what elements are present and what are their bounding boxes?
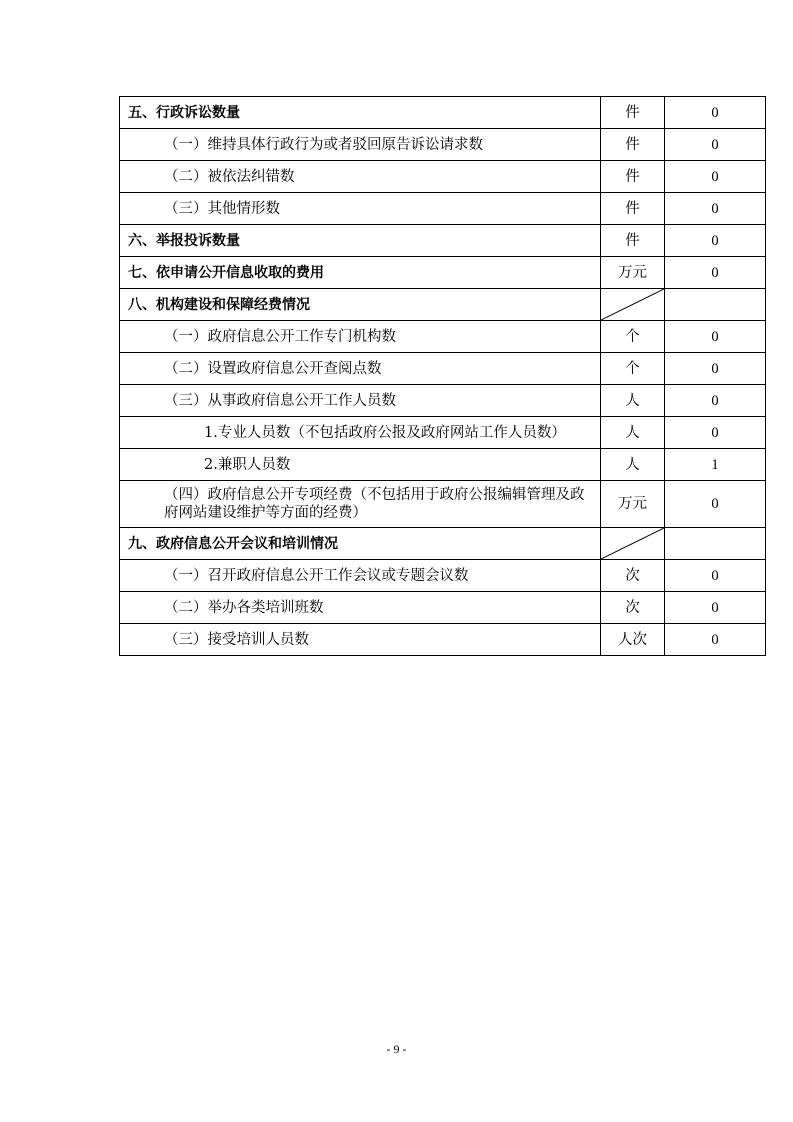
table-row bbox=[120, 97, 766, 129]
row-value: 0 bbox=[665, 129, 766, 161]
row-label: （二）被依法纠错数 bbox=[120, 161, 601, 193]
table-row bbox=[120, 257, 766, 289]
row-label: 1.专业人员数（不包括政府公报及政府网站工作人员数） bbox=[120, 417, 601, 449]
row-label: 九、政府信息公开会议和培训情况 bbox=[120, 528, 601, 560]
row-value bbox=[665, 528, 766, 560]
diagonal-line bbox=[601, 289, 664, 320]
row-value: 0 bbox=[665, 257, 766, 289]
row-label: 六、举报投诉数量 bbox=[120, 225, 601, 257]
row-value: 0 bbox=[665, 481, 766, 528]
row-label: 2.兼职人员数 bbox=[120, 449, 601, 481]
row-value: 0 bbox=[665, 624, 766, 656]
row-value: 0 bbox=[665, 385, 766, 417]
row-unit: 件 bbox=[601, 97, 665, 129]
row-unit: 件 bbox=[601, 129, 665, 161]
row-label: （三）接受培训人员数 bbox=[120, 624, 601, 656]
statistics-table bbox=[119, 96, 766, 656]
row-label: （二）举办各类培训班数 bbox=[120, 592, 601, 624]
row-label: （一）维持具体行政行为或者驳回原告诉讼请求数 bbox=[120, 129, 601, 161]
table-row bbox=[120, 353, 766, 385]
row-unit: 人 bbox=[601, 449, 665, 481]
row-value: 0 bbox=[665, 353, 766, 385]
diagonal-slash-cell bbox=[601, 289, 665, 321]
row-value: 0 bbox=[665, 161, 766, 193]
row-unit: 人 bbox=[601, 385, 665, 417]
table-row bbox=[120, 592, 766, 624]
row-unit: 次 bbox=[601, 560, 665, 592]
row-label: （四）政府信息公开专项经费（不包括用于政府公报编辑管理及政府网站建设维护等方面的经费） bbox=[120, 481, 601, 528]
row-unit: 人次 bbox=[601, 624, 665, 656]
table-row bbox=[120, 161, 766, 193]
table-row bbox=[120, 129, 766, 161]
row-label: （二）设置政府信息公开查阅点数 bbox=[120, 353, 601, 385]
row-label: 七、依申请公开信息收取的费用 bbox=[120, 257, 601, 289]
table-row bbox=[120, 417, 766, 449]
table-row bbox=[120, 528, 766, 560]
row-value: 0 bbox=[665, 321, 766, 353]
row-value: 0 bbox=[665, 225, 766, 257]
row-label: （一）召开政府信息公开工作会议或专题会议数 bbox=[120, 560, 601, 592]
table-row bbox=[120, 225, 766, 257]
row-value: 1 bbox=[665, 449, 766, 481]
row-unit: 个 bbox=[601, 353, 665, 385]
diagonal-line bbox=[601, 528, 664, 559]
row-unit: 件 bbox=[601, 193, 665, 225]
row-unit: 次 bbox=[601, 592, 665, 624]
row-label: 八、机构建设和保障经费情况 bbox=[120, 289, 601, 321]
row-unit: 个 bbox=[601, 321, 665, 353]
row-unit: 件 bbox=[601, 161, 665, 193]
row-value bbox=[665, 289, 766, 321]
table-row bbox=[120, 193, 766, 225]
row-label: （一）政府信息公开工作专门机构数 bbox=[120, 321, 601, 353]
row-unit: 件 bbox=[601, 225, 665, 257]
diagonal-slash-cell bbox=[601, 528, 665, 560]
table-row bbox=[120, 560, 766, 592]
row-value: 0 bbox=[665, 592, 766, 624]
row-value: 0 bbox=[665, 193, 766, 225]
row-label: （三）从事政府信息公开工作人员数 bbox=[120, 385, 601, 417]
table-row bbox=[120, 481, 766, 528]
page-number: - 9 - bbox=[386, 1042, 407, 1056]
table-row bbox=[120, 289, 766, 321]
table-row bbox=[120, 449, 766, 481]
row-value: 0 bbox=[665, 417, 766, 449]
row-value: 0 bbox=[665, 560, 766, 592]
row-label: （三）其他情形数 bbox=[120, 193, 601, 225]
table-row bbox=[120, 624, 766, 656]
row-unit: 万元 bbox=[601, 257, 665, 289]
table-row bbox=[120, 385, 766, 417]
row-unit: 人 bbox=[601, 417, 665, 449]
row-value: 0 bbox=[665, 97, 766, 129]
table-row bbox=[120, 321, 766, 353]
row-label: 五、行政诉讼数量 bbox=[120, 97, 601, 129]
row-unit: 万元 bbox=[601, 481, 665, 528]
